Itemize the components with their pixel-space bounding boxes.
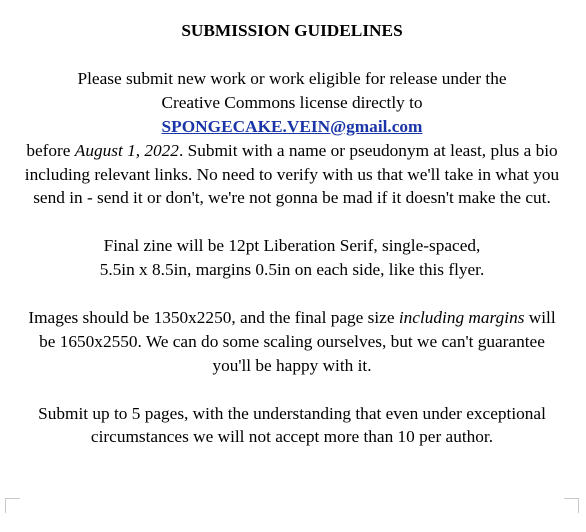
submission-instructions: . Submit with a name or pseudonym at least, plus a bio including relevant links. No need to verify with us that we'll take in what you send in - send it or don't, we're not gonna be mad if it doesn't make the cut. (24, 140, 560, 208)
format-line-1: Final zine will be 12pt Liberation Serif, single-spaced, (103, 236, 481, 256)
margin-corner-mark-left (5, 498, 20, 513)
images-text-end: will be 1650x2550. We can do some scaling ourselves, but we can't guarantee you'll be happy with it. (39, 307, 556, 375)
page-title: SUBMISSION GUIDELINES (181, 21, 403, 40)
blank-line (20, 43, 564, 67)
before-text: before (26, 140, 75, 160)
format-paragraph (20, 234, 564, 282)
document-body (20, 19, 564, 449)
blank-line (20, 378, 564, 402)
email-link[interactable]: SPONGECAKE.VEIN@gmail.com (161, 116, 423, 136)
format-line-2: 5.5in x 8.5in, margins 0.5in on each side, like this flyer. (99, 260, 485, 280)
deadline-date: August 1, 2022 (74, 140, 179, 160)
images-text-start: Images should be 1350x2250, and the final page size (28, 307, 399, 327)
limits-paragraph: Submit up to 5 pages, with the understanding that even under exceptional circumstances we will not accept more than 10 per author. (38, 403, 546, 447)
intro-line-1: Please submit new work or work eligible for release under the (77, 68, 507, 88)
blank-line (20, 282, 564, 306)
blank-line (20, 210, 564, 234)
including-margins-emphasis: including margins (398, 307, 525, 327)
images-paragraph (20, 306, 564, 378)
intro-paragraph (20, 67, 564, 210)
intro-line-2: Creative Commons license directly to (161, 92, 423, 112)
margin-corner-mark-right (564, 498, 579, 513)
